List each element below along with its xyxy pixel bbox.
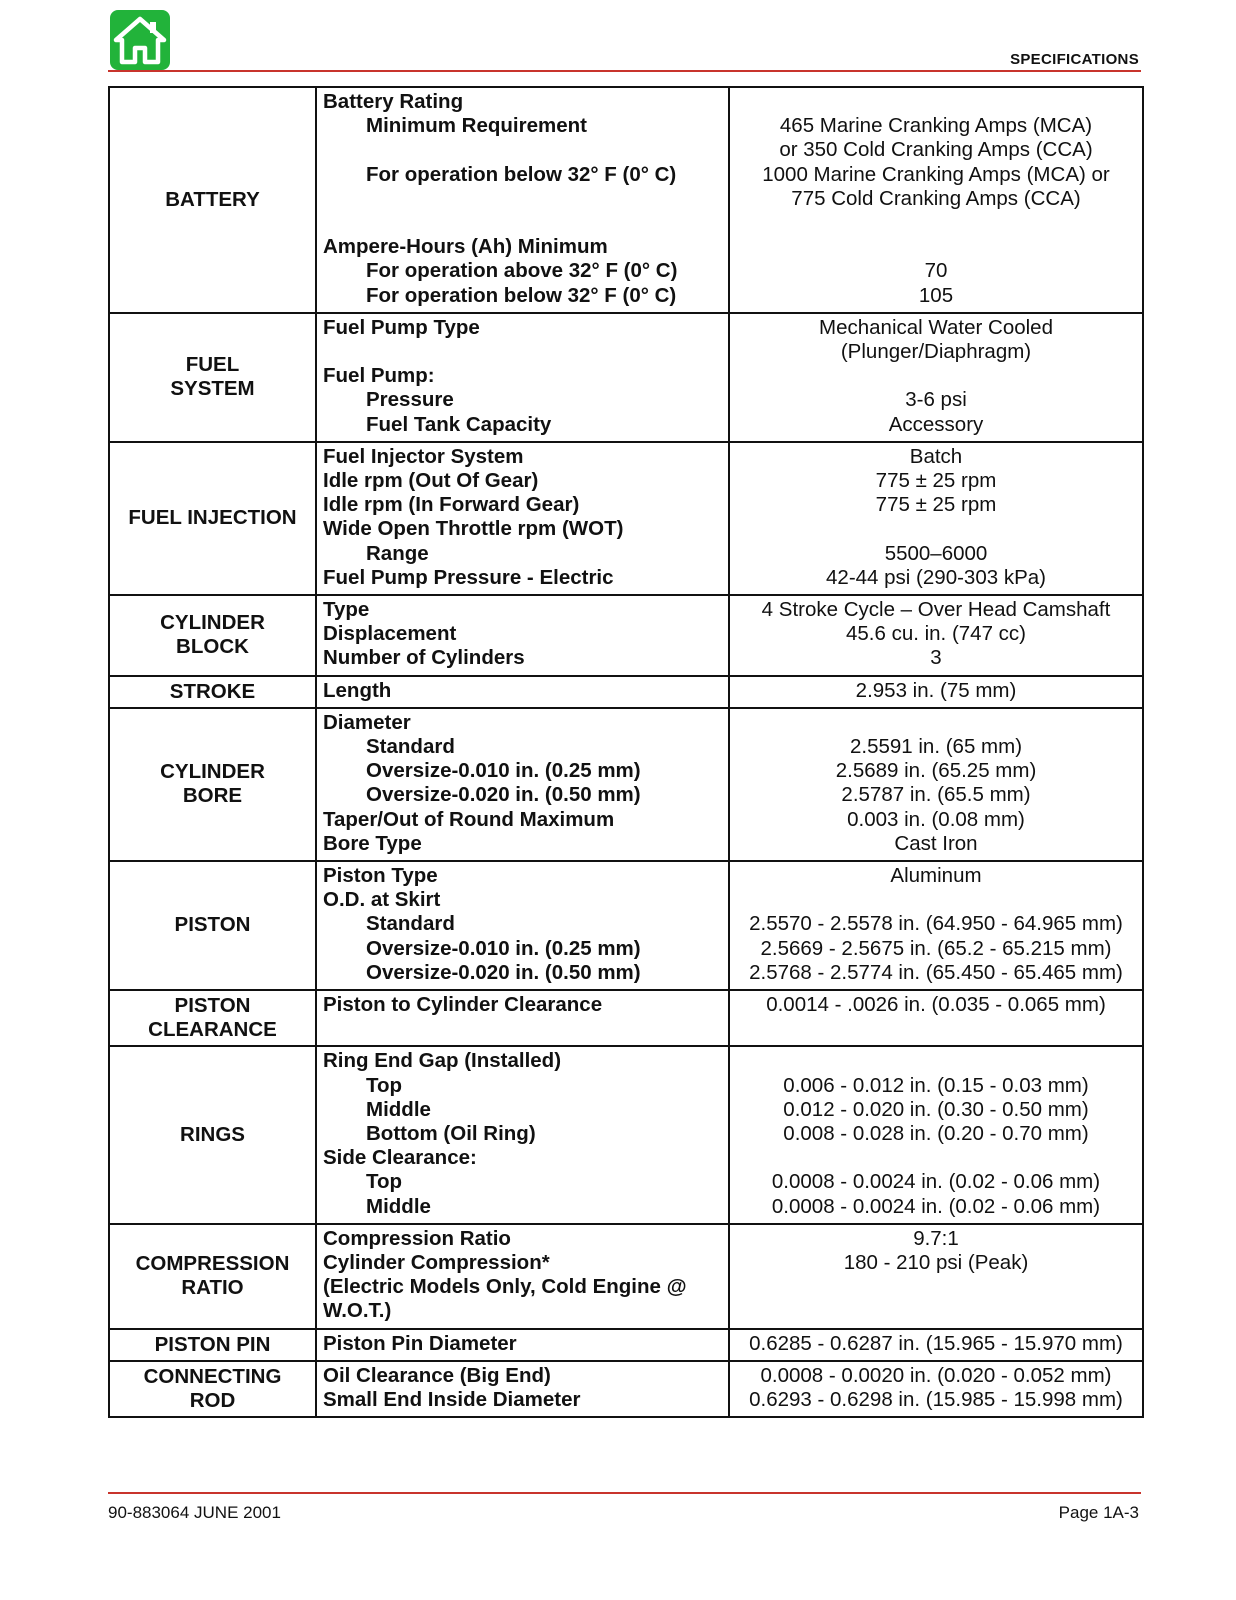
header-rule — [108, 70, 1141, 72]
category-label: PISTON — [174, 994, 251, 1018]
spec-item-label: Side Clearance: — [323, 1146, 477, 1170]
spec-item-label — [323, 1017, 722, 1041]
spec-value: 0.0008 - 0.0024 in. (0.02 - 0.06 mm) — [771, 1170, 1101, 1194]
spec-items-cell — [316, 1329, 729, 1361]
spec-value — [734, 364, 1138, 388]
spec-item-label: Standard — [366, 735, 455, 759]
category-label: BLOCK — [176, 635, 249, 659]
specifications-table — [108, 86, 1144, 1418]
spec-value — [734, 1017, 1138, 1041]
spec-value: 0.008 - 0.028 in. (0.20 - 0.70 mm) — [783, 1122, 1089, 1146]
spec-values-cell — [729, 1361, 1143, 1417]
home-button[interactable] — [110, 10, 170, 70]
spec-item-label: Displacement — [323, 622, 457, 646]
spec-item-label: Piston to Cylinder Clearance — [323, 993, 603, 1017]
spec-item-label: For operation above 32° F (0° C) — [366, 259, 678, 283]
category-label: BORE — [182, 784, 243, 808]
category-cell — [109, 1329, 316, 1361]
spec-item-label: Ampere-Hours (Ah) Minimum — [323, 235, 608, 259]
footer-rule — [108, 1492, 1141, 1494]
category-label: FUEL — [185, 353, 240, 377]
spec-items-cell — [316, 708, 729, 861]
spec-value — [734, 1299, 1138, 1323]
spec-items-cell — [316, 595, 729, 676]
spec-value: or 350 Cold Cranking Amps (CCA) — [779, 138, 1093, 162]
spec-value: 2.953 in. (75 mm) — [855, 678, 1017, 702]
spec-item-label: (Electric Models Only, Cold Engine @ — [323, 1275, 687, 1299]
category-label: CONNECTING — [143, 1364, 282, 1388]
spec-value: 3 — [930, 646, 942, 670]
category-cell — [109, 1046, 316, 1223]
spec-value: 3-6 psi — [905, 388, 967, 412]
spec-item-label: Middle — [366, 1097, 431, 1121]
category-label: PISTON PIN — [154, 1332, 271, 1356]
spec-values-cell — [729, 861, 1143, 990]
spec-item-label: Fuel Injector System — [323, 444, 524, 468]
page-number: Page 1A-3 — [1058, 1503, 1139, 1522]
spec-value: 0.0008 - 0.0020 in. (0.020 - 0.052 mm) — [760, 1363, 1112, 1387]
spec-values-cell — [729, 676, 1143, 708]
spec-item-label: Oversize-0.020 in. (0.50 mm) — [366, 783, 641, 807]
spec-item-label: Piston Type — [323, 864, 438, 888]
spec-value: 180 - 210 psi (Peak) — [843, 1251, 1029, 1275]
spec-items-cell — [316, 313, 729, 442]
spec-row — [109, 595, 1143, 676]
spec-item-label: Idle rpm (Out Of Gear) — [323, 468, 539, 492]
spec-item-label: Type — [323, 598, 370, 621]
spec-item-label — [323, 211, 722, 235]
category-label: RINGS — [180, 1123, 245, 1147]
spec-value: (Plunger/Diaphragm) — [840, 339, 1032, 363]
category-cell — [109, 313, 316, 442]
spec-row — [109, 442, 1143, 595]
spec-item-label: Oversize-0.020 in. (0.50 mm) — [366, 960, 641, 984]
spec-item-label: Range — [366, 541, 429, 565]
spec-item-label: Oversize-0.010 in. (0.25 mm) — [366, 936, 641, 960]
category-label: BATTERY — [165, 187, 260, 211]
spec-value: 4 Stroke Cycle – Over Head Camshaft — [761, 598, 1111, 621]
spec-items-cell — [316, 861, 729, 990]
spec-value: 0.6285 - 0.6287 in. (15.965 - 15.970 mm) — [749, 1331, 1123, 1355]
spec-value: 2.5669 - 2.5675 in. (65.2 - 65.215 mm) — [760, 936, 1112, 960]
category-label: CYLINDER — [160, 611, 265, 635]
spec-row — [109, 1361, 1143, 1417]
spec-item-label: Compression Ratio — [323, 1226, 511, 1250]
spec-item-label: Standard — [366, 912, 455, 936]
spec-row — [109, 676, 1143, 708]
spec-value: 2.5689 in. (65.25 mm) — [835, 759, 1037, 783]
document-number: 90-883064 JUNE 2001 — [108, 1503, 281, 1522]
spec-item-label: Number of Cylinders — [323, 646, 525, 670]
category-label: SYSTEM — [170, 377, 255, 401]
spec-value: 0.0008 - 0.0024 in. (0.02 - 0.06 mm) — [771, 1194, 1101, 1218]
spec-values-cell — [729, 990, 1143, 1046]
category-label: PISTON — [174, 913, 251, 937]
spec-values-cell — [729, 595, 1143, 676]
spec-value: 0.6293 - 0.6298 in. (15.985 - 15.998 mm) — [749, 1388, 1123, 1412]
spec-item-label: Diameter — [323, 710, 411, 734]
category-label: CLEARANCE — [148, 1018, 277, 1042]
category-cell — [109, 861, 316, 990]
spec-item-label: Fuel Pump: — [323, 364, 435, 388]
spec-value: Aluminum — [890, 864, 982, 888]
category-cell — [109, 990, 316, 1046]
spec-items-cell — [316, 676, 729, 708]
spec-value — [734, 1275, 1138, 1299]
category-cell — [109, 1361, 316, 1417]
spec-item-label: Piston Pin Diameter — [323, 1331, 517, 1355]
spec-item-label — [323, 340, 722, 364]
spec-items-cell — [316, 1361, 729, 1417]
spec-value: 0.006 - 0.012 in. (0.15 - 0.03 mm) — [783, 1073, 1089, 1097]
section-label: SPECIFICATIONS — [1010, 51, 1139, 68]
spec-row — [109, 1329, 1143, 1361]
spec-value: 70 — [924, 259, 948, 283]
spec-row — [109, 1224, 1143, 1329]
spec-item-label: Length — [323, 678, 392, 702]
spec-items-cell — [316, 990, 729, 1046]
spec-value — [734, 235, 1138, 259]
category-label: CYLINDER — [160, 760, 265, 784]
spec-row — [109, 313, 1143, 442]
category-label: COMPRESSION — [135, 1252, 290, 1276]
spec-item-label: Middle — [366, 1194, 431, 1218]
spec-item-label: Small End Inside Diameter — [323, 1388, 581, 1412]
spec-values-cell — [729, 87, 1143, 313]
spec-row — [109, 861, 1143, 990]
spec-value: 5500–6000 — [884, 541, 988, 565]
spec-value: 2.5591 in. (65 mm) — [849, 735, 1023, 758]
spec-value: 775 Cold Cranking Amps (CCA) — [791, 186, 1081, 210]
spec-value: 42-44 psi (290-303 kPa) — [826, 565, 1046, 589]
spec-value: 105 — [918, 283, 954, 307]
spec-value: 9.7:1 — [913, 1226, 959, 1250]
spec-item-label: Ring End Gap (Installed) — [323, 1049, 562, 1073]
spec-value: 1000 Marine Cranking Amps (MCA) or — [762, 162, 1110, 186]
spec-item-label: W.O.T.) — [323, 1299, 392, 1323]
category-cell — [109, 442, 316, 595]
spec-row — [109, 87, 1143, 313]
category-cell — [109, 595, 316, 676]
spec-value: 775 ± 25 rpm — [875, 468, 997, 492]
spec-value: 0.012 - 0.020 in. (0.30 - 0.50 mm) — [783, 1097, 1089, 1121]
spec-item-label: Bore Type — [323, 831, 422, 855]
spec-value — [734, 517, 1138, 541]
spec-value: 2.5768 - 2.5774 in. (65.450 - 65.465 mm) — [749, 960, 1123, 984]
spec-items-cell — [316, 442, 729, 595]
spec-item-label: Oil Clearance (Big End) — [323, 1363, 551, 1387]
spec-item-label: Pressure — [366, 388, 454, 412]
spec-values-cell — [729, 1046, 1143, 1223]
spec-value: 2.5570 - 2.5578 in. (64.950 - 64.965 mm) — [749, 912, 1123, 936]
spec-value: Cast Iron — [894, 831, 978, 855]
spec-value — [734, 1049, 1138, 1073]
spec-values-cell — [729, 313, 1143, 442]
spec-item-label: Fuel Tank Capacity — [366, 412, 552, 436]
category-cell — [109, 708, 316, 861]
spec-item-label: Top — [366, 1073, 403, 1097]
spec-value — [734, 90, 1138, 114]
category-cell — [109, 1224, 316, 1329]
spec-row — [109, 990, 1143, 1046]
spec-item-label: For operation below 32° F (0° C) — [366, 162, 677, 186]
spec-item-label: Battery Rating — [323, 90, 464, 113]
spec-row — [109, 1046, 1143, 1223]
home-icon — [110, 10, 170, 70]
spec-value — [734, 1146, 1138, 1170]
spec-item-label: Minimum Requirement — [366, 114, 587, 138]
spec-item-label: Fuel Pump Pressure - Electric — [323, 565, 614, 589]
spec-values-cell — [729, 1224, 1143, 1329]
category-label: STROKE — [169, 679, 256, 703]
spec-item-label: Fuel Pump Type — [323, 315, 480, 339]
spec-value: 775 ± 25 rpm — [875, 493, 997, 517]
spec-value — [734, 711, 1138, 735]
spec-value — [734, 211, 1138, 235]
spec-value — [734, 888, 1138, 912]
spec-items-cell — [316, 1224, 729, 1329]
spec-item-label: Top — [366, 1170, 403, 1194]
spec-row — [109, 708, 1143, 861]
category-label: RATIO — [181, 1276, 244, 1300]
spec-items-cell — [316, 1046, 729, 1223]
spec-value: Mechanical Water Cooled — [819, 315, 1053, 339]
spec-values-cell — [729, 708, 1143, 861]
spec-item-label: Oversize-0.010 in. (0.25 mm) — [366, 759, 641, 783]
spec-value: Accessory — [888, 412, 984, 436]
category-label: ROD — [189, 1389, 236, 1413]
spec-item-label — [323, 187, 722, 211]
spec-item-label: O.D. at Skirt — [323, 888, 441, 912]
spec-item-label: Bottom (Oil Ring) — [366, 1122, 536, 1146]
spec-item-label: Cylinder Compression* — [323, 1251, 550, 1275]
spec-items-cell — [316, 87, 729, 313]
spec-values-cell — [729, 1329, 1143, 1361]
spec-value: 0.003 in. (0.08 mm) — [847, 807, 1025, 831]
category-cell — [109, 87, 316, 313]
spec-item-label: Taper/Out of Round Maximum — [323, 807, 615, 831]
spec-value: 45.6 cu. in. (747 cc) — [845, 622, 1027, 646]
spec-value: 0.0014 - .0026 in. (0.035 - 0.065 mm) — [766, 993, 1106, 1017]
category-cell — [109, 676, 316, 708]
spec-value: 465 Marine Cranking Amps (MCA) — [779, 114, 1093, 138]
spec-value: 2.5787 in. (65.5 mm) — [841, 783, 1031, 807]
spec-values-cell — [729, 442, 1143, 595]
spec-item-label: For operation below 32° F (0° C) — [366, 283, 677, 307]
spec-value: Batch — [909, 444, 963, 468]
spec-item-label: Idle rpm (In Forward Gear) — [323, 493, 580, 517]
category-label: FUEL INJECTION — [128, 506, 297, 530]
spec-item-label — [323, 138, 722, 162]
spec-item-label: Wide Open Throttle rpm (WOT) — [323, 517, 624, 541]
